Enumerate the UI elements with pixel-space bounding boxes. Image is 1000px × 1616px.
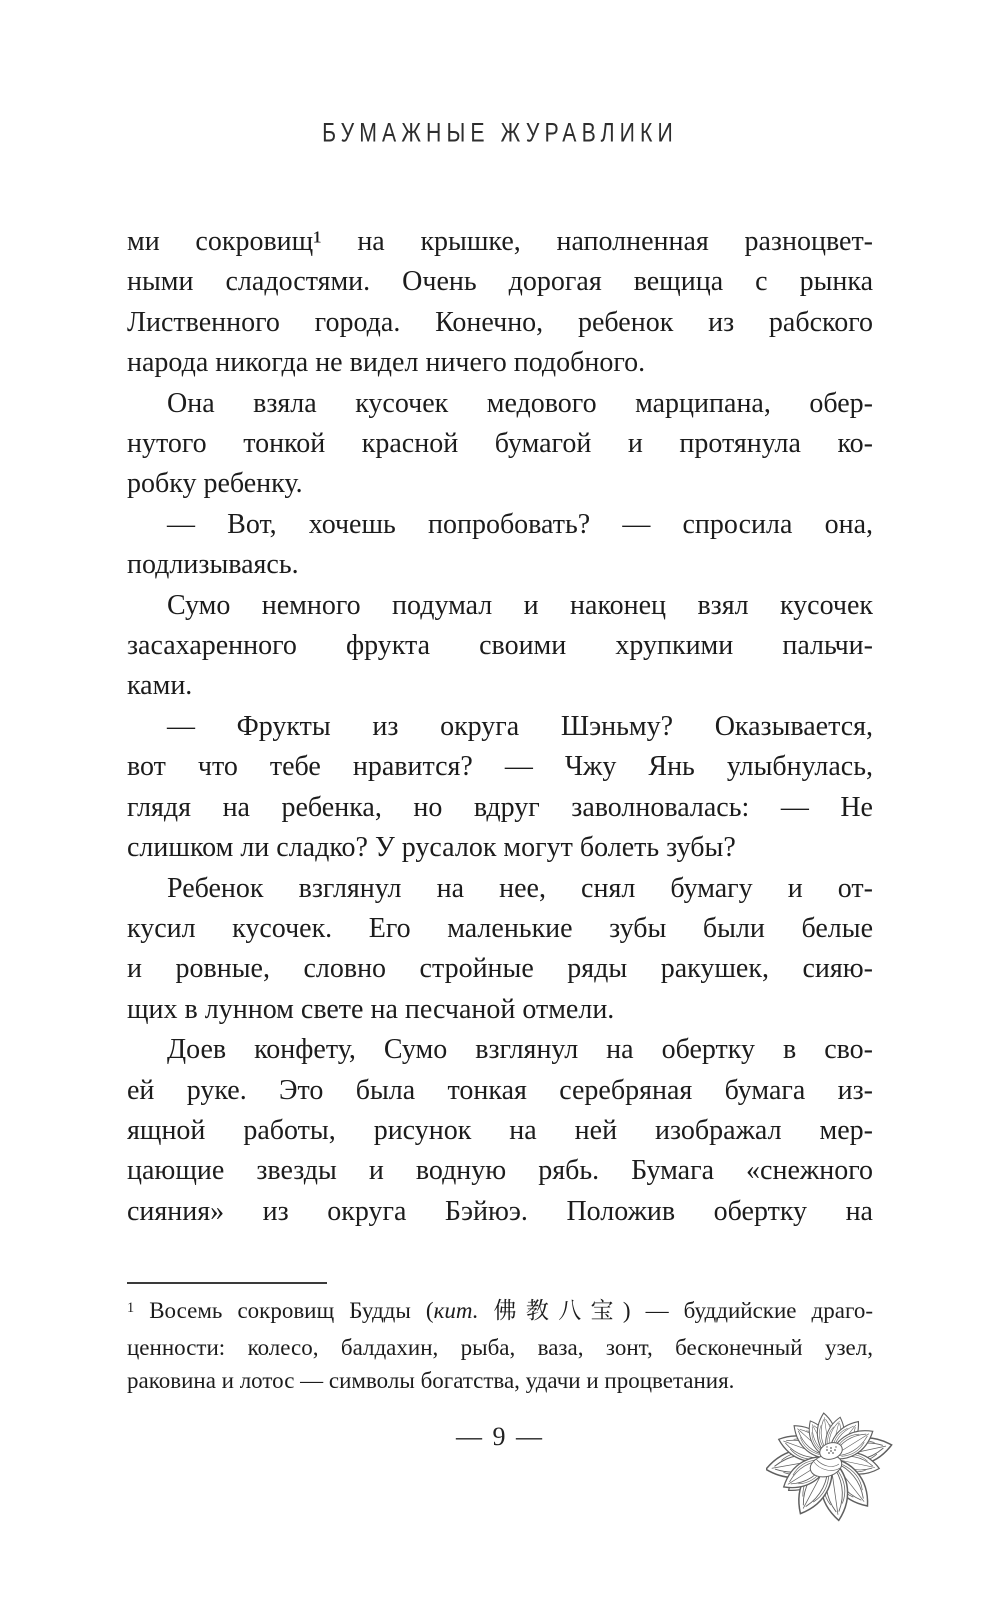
body-text	[127, 222, 873, 1232]
text-line: Она взяла кусочек медового марципана, обер-	[167, 387, 873, 419]
text-line: Ребенок взглянул на нее, снял бумагу и от-	[167, 872, 873, 904]
text-line: подлизываясь.	[127, 549, 299, 581]
text-line: щих в лунном свете на песчаной отмели.	[127, 993, 615, 1025]
footnote-line: ценности: колесо, балдахин, рыба, ваза, зонт, бесконечный узел,	[127, 1335, 873, 1360]
footnote-line: $^1$ Восемь сокровищ Будды (кит. 佛教八宝) — буддийские драго-	[127, 1298, 873, 1323]
chapter-header: БУМАЖНЫЕ ЖУРАВЛИКИ	[322, 117, 678, 149]
text-line: Доев конфету, Сумо взглянул на обертку в сво-	[167, 1034, 873, 1066]
text-line: цающие звезды и водную рябь. Бумага «снежного	[127, 1155, 873, 1187]
text-line: засахаренного фрукта своими хрупкими пальчи-	[127, 630, 873, 662]
lotus-flower-icon	[766, 1402, 906, 1524]
text-line: народа никогда не видел ничего подобного.	[127, 347, 646, 379]
footnote-line: раковина и лотос — символы богатства, удачи и процветания.	[127, 1368, 735, 1393]
text-line: — Вот, хочешь попробовать? — спросила она,	[167, 508, 873, 540]
page-number: — 9 —	[456, 1422, 544, 1451]
text-line: глядя на ребенка, но вдруг заволновалась: — Не	[127, 791, 873, 823]
text-line: — Фрукты из округа Шэньму? Оказывается,	[167, 710, 873, 742]
footnote-text	[127, 1294, 873, 1397]
text-line: ками.	[127, 670, 193, 702]
text-line: робку ребенку.	[127, 468, 303, 500]
text-line: Лиственного города. Конечно, ребенок из рабского	[127, 306, 873, 338]
text-line: нутого тонкой красной бумагой и протянула ко-	[127, 428, 873, 460]
text-line: кусил кусочек. Его маленькие зубы были белые	[127, 912, 873, 944]
text-line: ными сладостями. Очень дорогая вещица с рынка	[127, 266, 873, 298]
text-line: вот что тебе нравится? — Чжу Янь улыбнулась,	[127, 751, 873, 783]
text-line: ящной работы, рисунок на ней изображал мер-	[127, 1114, 873, 1146]
text-line: и ровные, словно стройные ряды ракушек, сияю-	[127, 953, 873, 985]
text-line: ей руке. Это была тонкая серебряная бумага из-	[127, 1074, 873, 1106]
footnote-rule	[127, 1282, 327, 1284]
text-line: Сумо немного подумал и наконец взял кусочек	[167, 589, 873, 621]
text-line: слишком ли сладко? У русалок могут болеть зубы?	[127, 832, 736, 864]
text-line: сияния» из округа Бэйюэ. Положив обертку на	[127, 1195, 873, 1227]
text-line: ми сокровищ¹ на крышке, наполненная разноцвет-	[127, 226, 873, 257]
